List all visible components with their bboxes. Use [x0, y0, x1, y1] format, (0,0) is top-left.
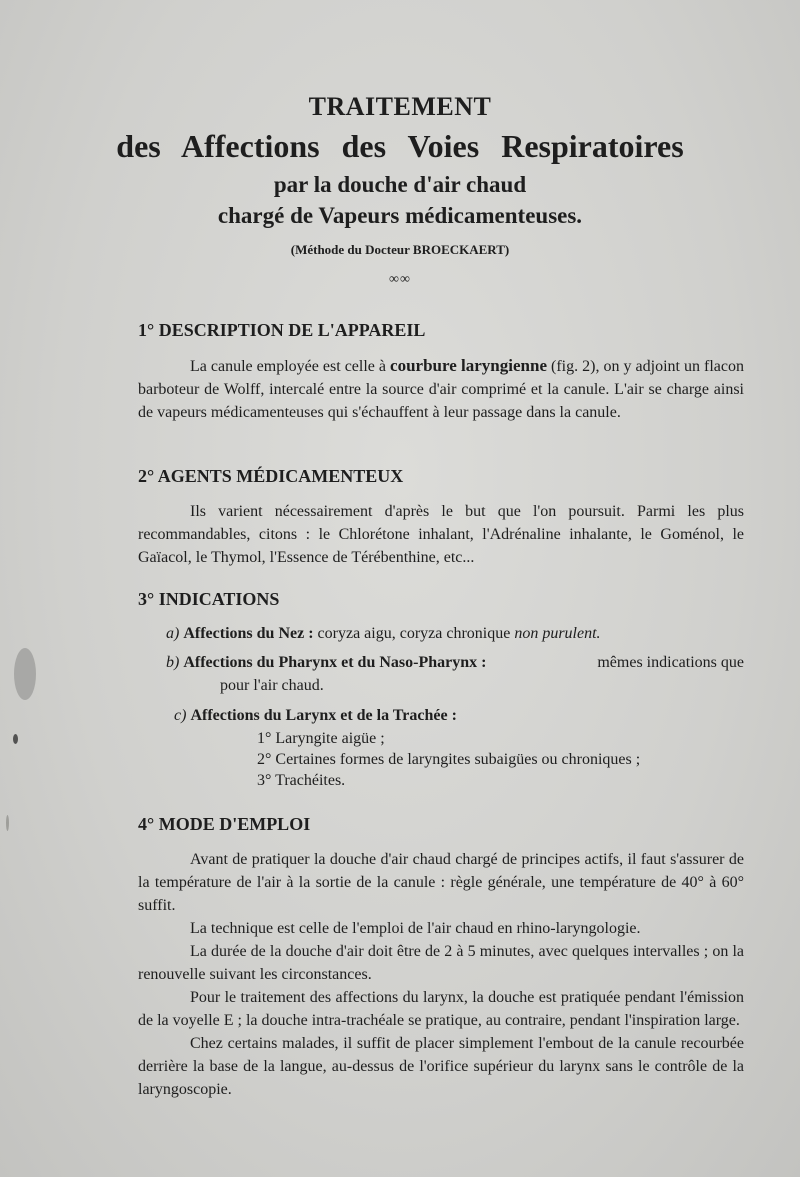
- section-4-paragraph: Chez certains malades, il suffit de placer simplement l'embout de la canule recourbée derrière la base de la langue, au-dessus de l'orifice supérieur du larynx sans le contrôle de la laryngoscopie.: [138, 1035, 744, 1098]
- section-3-heading: 3° INDICATIONS: [138, 589, 280, 609]
- indication-a-title: Affections du Nez :: [183, 625, 314, 642]
- indication-b-text: mêmes indications que: [597, 654, 744, 671]
- indication-b-letter: b): [166, 654, 180, 671]
- indication-b: [166, 651, 744, 674]
- indication-c-item: 3° Trachéites.: [257, 772, 346, 789]
- indication-b-title: Affections du Pharynx et du Naso-Pharynx :: [183, 654, 487, 671]
- section-2-text: Ils varient nécessairement d'après le but que l'on poursuit. Parmi les plus recommandables, citons : le Chlorétone inhalant, l'Adrénaline inhalante, le Goménol, le Gaïacol, le Thymol, l'Essence de Térébenthine, etc...: [138, 503, 744, 566]
- section-1-text-a: La canule employée est celle à: [190, 358, 391, 375]
- paper-spot: [13, 734, 18, 744]
- title-line-4: chargé de Vapeurs médicamenteuses.: [217, 203, 583, 228]
- indication-c: [174, 704, 457, 727]
- section-4-paragraph: Avant de pratiquer la douche d'air chaud chargé de principes actifs, il faut s'assurer de la température de l'air à la sortie de la canule : règle générale, une température de 40° à 60° suffit.: [138, 851, 744, 914]
- indication-c-item: 1° Laryngite aigüe ;: [257, 730, 385, 747]
- section-4-paragraph: La technique est celle de l'emploi de l'air chaud en rhino-laryngologie.: [190, 920, 641, 937]
- title-line-3: par la douche d'air chaud: [273, 172, 527, 197]
- indication-a-text: coryza aigu, coryza chronique: [313, 625, 515, 642]
- section-4-heading: 4° MODE D'EMPLOI: [138, 814, 311, 834]
- indication-b-continuation: pour l'air chaud.: [220, 677, 324, 694]
- section-4-paragraph: Pour le traitement des affections du larynx, la douche est pratiquée pendant l'émission de la voyelle E ; la douche intra-trachéale se pratique, au contraire, pendant l'inspiration large.: [138, 989, 744, 1029]
- section-4-paragraph: La durée de la douche d'air doit être de 2 à 5 minutes, avec quelques intervalles ; on la renouvelle suivant les circonstances.: [138, 943, 744, 983]
- indication-a-letter: a): [166, 625, 180, 642]
- section-1-bold-term: courbure laryngienne: [390, 356, 547, 375]
- indication-c-item: 2° Certaines formes de laryngites subaigües ou chroniques ;: [257, 751, 641, 768]
- title-line-1: TRAITEMENT: [308, 92, 492, 121]
- section-2-heading: 2° AGENTS MÉDICAMENTEUX: [138, 466, 404, 486]
- indication-c-title: Affections du Larynx et de la Trachée :: [190, 707, 457, 724]
- indication-a-italic: non purulent.: [514, 625, 601, 642]
- section-1-paragraph: [138, 354, 744, 424]
- title-line-2: des Affections des Voies Respiratoires: [116, 128, 684, 164]
- paper-stain: [14, 648, 36, 700]
- section-4-body: [138, 848, 744, 1101]
- section-1-text-b: (fig. 2), on y adjoint un flacon barboteur de Wolff, intercalé entre la source d'air comprimé et la canule. L'air se charge ainsi de vapeurs médicamenteuses qui s'échauffent à leur passage dans la canule.: [138, 358, 745, 421]
- indication-c-letter: c): [174, 707, 187, 724]
- indication-a: [166, 622, 601, 645]
- section-1-heading: 1° DESCRIPTION DE L'APPAREIL: [138, 320, 426, 340]
- ornament-divider: ∞∞: [389, 272, 411, 287]
- method-subtitle: (Méthode du Docteur BROECKAERT): [290, 242, 510, 257]
- section-2-paragraph: [138, 500, 744, 569]
- paper-scratch: [6, 815, 9, 831]
